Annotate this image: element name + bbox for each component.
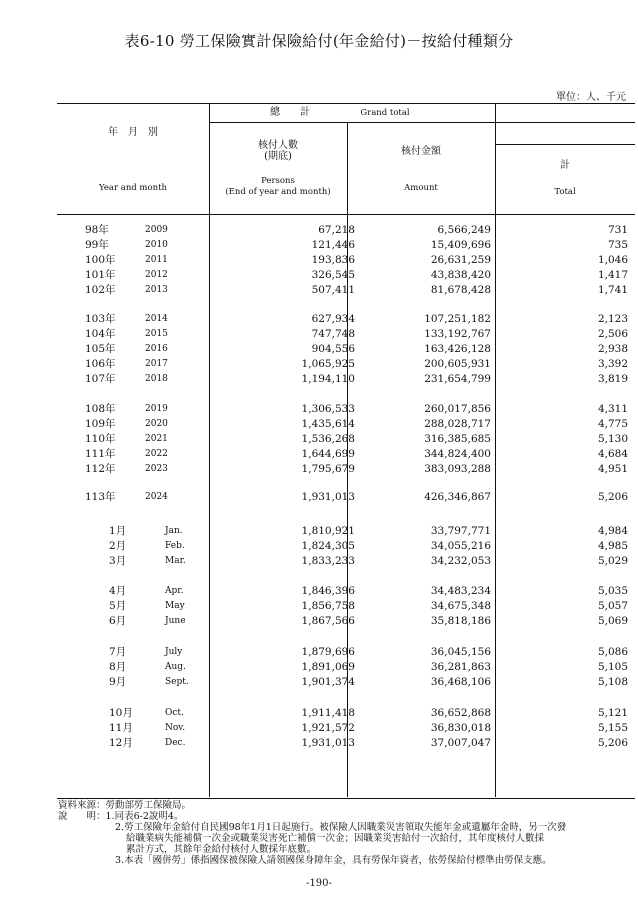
total-value: 5,121 (597, 707, 628, 719)
table-row-year (57, 222, 635, 238)
table-row-year (57, 371, 635, 387)
month-en: Mar. (165, 556, 186, 566)
unit-label: 單位：人、千元 (556, 92, 626, 103)
amount-value: 163,426,128 (424, 343, 491, 355)
amount-value: 37,007,047 (430, 737, 491, 749)
persons-value: 1,931,013 (301, 491, 355, 503)
year-ad: 2011 (145, 255, 168, 265)
year-roc: 108年 (85, 403, 116, 415)
total-value: 3,392 (597, 358, 628, 370)
total-value: 2,938 (597, 343, 628, 355)
amount-col-divider (347, 215, 348, 797)
total-header-en: Total (554, 187, 576, 197)
amount-value: 43,838,420 (430, 269, 491, 281)
year-ad: 2019 (145, 404, 168, 414)
amount-value: 26,631,259 (430, 254, 491, 266)
amount-value: 35,818,186 (430, 615, 491, 627)
table-row-year (57, 401, 635, 417)
month-en: May (165, 601, 185, 611)
total-value: 5,130 (597, 433, 628, 445)
year-ad: 2010 (145, 240, 168, 250)
month-en: Jan. (165, 526, 183, 536)
persons-header-en-sub: (End of year and month) (225, 187, 331, 197)
persons-value: 1,833,233 (301, 555, 355, 567)
table-row-month (57, 598, 635, 614)
table-row-month (57, 538, 635, 554)
year-ad: 2018 (145, 374, 168, 384)
total-value: 5,206 (597, 737, 628, 749)
amount-value: 316,385,685 (424, 433, 491, 445)
table-row-month (57, 613, 635, 629)
amount-value: 260,017,856 (424, 403, 491, 415)
total-value: 4,951 (597, 463, 628, 475)
total-header-zh: 計 (560, 160, 570, 171)
year-roc: 102年 (85, 284, 116, 296)
table-row-year (57, 489, 635, 505)
table-row-month (57, 644, 635, 660)
month-en: June (165, 616, 186, 626)
table-row-month (57, 553, 635, 569)
persons-value: 747,748 (311, 328, 355, 340)
page-number: -190- (306, 878, 332, 889)
note-1: 說 明：1.同表6-2說明4。 (58, 811, 184, 822)
month-en: Feb. (165, 541, 185, 551)
month-en: July (165, 647, 183, 657)
persons-header-zh: 核付人數 (258, 140, 298, 151)
year-roc: 99年 (85, 239, 109, 251)
total-value: 4,985 (597, 540, 628, 552)
amount-header-zh: 核付金額 (401, 146, 441, 157)
month-zh: 6月 (109, 615, 127, 627)
amount-value: 15,409,696 (430, 239, 491, 251)
year-roc: 107年 (85, 373, 116, 385)
table-header (57, 103, 635, 215)
persons-value: 1,194,110 (301, 373, 355, 385)
year-roc: 106年 (85, 358, 116, 370)
month-en: Apr. (165, 586, 184, 596)
amount-value: 36,652,868 (430, 707, 491, 719)
period-header-zh: 年 月 別 (108, 127, 158, 138)
table-row-month (57, 720, 635, 736)
year-ad: 2023 (145, 464, 168, 474)
amount-value: 231,654,799 (424, 373, 491, 385)
persons-header-en: Persons (261, 176, 295, 186)
table-row-year (57, 356, 635, 372)
month-zh: 12月 (109, 737, 133, 749)
total-value: 5,057 (597, 600, 628, 612)
amount-value: 6,566,249 (437, 224, 491, 236)
year-roc: 109年 (85, 418, 116, 430)
table-row-year (57, 341, 635, 357)
total-value: 5,108 (597, 676, 628, 688)
amount-value: 288,028,717 (424, 418, 491, 430)
table-row-month (57, 674, 635, 690)
amount-value: 200,605,931 (424, 358, 491, 370)
persons-value: 1,795,679 (301, 463, 355, 475)
total-value: 4,684 (597, 448, 628, 460)
total-col-divider (495, 215, 496, 797)
persons-value: 1,306,533 (301, 403, 355, 415)
total-value: 2,506 (597, 328, 628, 340)
total-value: 1,741 (597, 284, 628, 296)
persons-value: 1,644,699 (301, 448, 355, 460)
month-zh: 11月 (109, 722, 133, 734)
table-row-year (57, 311, 635, 327)
year-roc: 111年 (85, 448, 116, 460)
total-value: 1,417 (597, 269, 628, 281)
month-en: Dec. (165, 738, 186, 748)
year-roc: 113年 (85, 491, 116, 503)
amount-header-en: Amount (404, 183, 438, 193)
month-zh: 8月 (109, 661, 127, 673)
total-value: 2,123 (597, 313, 628, 325)
total-value: 4,311 (597, 403, 628, 415)
persons-value: 1,856,758 (301, 600, 355, 612)
persons-value: 1,846,396 (301, 585, 355, 597)
persons-value: 1,536,268 (301, 433, 355, 445)
note-source: 資料來源：勞動部勞工保險局。 (58, 800, 192, 811)
total-value: 4,984 (597, 525, 628, 537)
year-roc: 101年 (85, 269, 116, 281)
month-en: Aug. (165, 662, 186, 672)
table-row-month (57, 735, 635, 751)
month-en: Sept. (165, 677, 189, 687)
amount-value: 426,346,867 (424, 491, 491, 503)
month-zh: 9月 (109, 676, 127, 688)
amount-value: 34,483,234 (430, 585, 491, 597)
year-ad: 2021 (145, 434, 168, 444)
month-en: Oct. (165, 708, 184, 718)
total-value: 731 (607, 224, 628, 236)
note-2c: 累計方式，其餘年金給付核付人數採年底數。 (126, 844, 317, 855)
persons-value: 1,931,013 (301, 737, 355, 749)
year-ad: 2014 (145, 314, 168, 324)
table-row-month (57, 659, 635, 675)
persons-value: 1,891,069 (301, 661, 355, 673)
total-value: 5,035 (597, 585, 628, 597)
table-row-year (57, 282, 635, 298)
persons-value: 507,411 (311, 284, 355, 296)
note-2b: 給職業病失能補償一次金或職業災害死亡補償一次金；因職業災害給付一次給付，其年度核付人數採 (126, 833, 545, 844)
persons-value: 326,545 (311, 269, 355, 281)
persons-value: 67,218 (318, 224, 355, 236)
year-ad: 2017 (145, 359, 168, 369)
table-row-year (57, 431, 635, 447)
amount-value: 133,192,767 (424, 328, 491, 340)
table-row-year (57, 446, 635, 462)
table-row-month (57, 583, 635, 599)
amount-value: 36,045,156 (430, 646, 491, 658)
month-zh: 5月 (109, 600, 127, 612)
persons-value: 1,921,572 (301, 722, 355, 734)
month-en: Nov. (165, 723, 186, 733)
year-ad: 2024 (145, 492, 168, 502)
persons-value: 1,911,418 (301, 707, 355, 719)
month-zh: 2月 (109, 540, 127, 552)
table-row-year (57, 326, 635, 342)
year-roc: 100年 (85, 254, 116, 266)
year-roc: 110年 (85, 433, 116, 445)
month-zh: 3月 (109, 555, 127, 567)
amount-value: 34,232,053 (430, 555, 491, 567)
total-value: 5,105 (597, 661, 628, 673)
total-value: 5,155 (597, 722, 628, 734)
persons-col-divider (209, 215, 210, 797)
amount-value: 33,797,771 (430, 525, 491, 537)
year-ad: 2022 (145, 449, 168, 459)
amount-value: 34,675,348 (430, 600, 491, 612)
grand-total-header-en: Grand total (360, 108, 410, 118)
header-divider (347, 122, 348, 214)
total-value: 3,819 (597, 373, 628, 385)
persons-value: 904,556 (311, 343, 355, 355)
year-roc: 105年 (85, 343, 116, 355)
year-ad: 2009 (145, 225, 168, 235)
amount-value: 344,824,400 (424, 448, 491, 460)
total-value: 4,775 (597, 418, 628, 430)
persons-value: 193,836 (311, 254, 355, 266)
year-roc: 98年 (85, 224, 109, 236)
note-3: 3.本表「國併勞」係指國保被保險人請領國保身障年金，具有勞保年資者，依勞保給付標準由勞保支應。 (115, 855, 552, 866)
persons-value: 121,446 (311, 239, 355, 251)
month-zh: 10月 (109, 707, 133, 719)
year-roc: 112年 (85, 463, 116, 475)
year-ad: 2013 (145, 285, 168, 295)
data-table (57, 103, 635, 749)
table-row-month (57, 705, 635, 721)
grand-total-header-zh: 總 計 (270, 107, 310, 118)
header-divider (495, 122, 635, 123)
month-zh: 7月 (109, 646, 127, 658)
period-header-en: Year and month (99, 183, 167, 193)
year-ad: 2015 (145, 329, 168, 339)
table-row-year (57, 237, 635, 253)
total-value: 735 (607, 239, 628, 251)
amount-value: 383,093,288 (424, 463, 491, 475)
page-title: 表6-10 勞工保險實計保險給付(年金給付)－按給付種類分 (124, 32, 514, 50)
year-roc: 103年 (85, 313, 116, 325)
persons-value: 627,934 (311, 313, 355, 325)
table-row-year (57, 252, 635, 268)
persons-header-zh-sub: (期底) (264, 151, 292, 162)
table-row-year (57, 461, 635, 477)
year-roc: 104年 (85, 328, 116, 340)
total-value: 5,069 (597, 615, 628, 627)
persons-value: 1,824,305 (301, 540, 355, 552)
persons-value: 1,901,374 (301, 676, 355, 688)
month-zh: 1月 (109, 525, 127, 537)
month-zh: 4月 (109, 585, 127, 597)
persons-value: 1,065,925 (301, 358, 355, 370)
persons-value: 1,867,566 (301, 615, 355, 627)
table-row-month (57, 523, 635, 539)
total-value: 5,086 (597, 646, 628, 658)
year-ad: 2012 (145, 270, 168, 280)
amount-value: 107,251,182 (424, 313, 491, 325)
year-ad: 2020 (145, 419, 168, 429)
amount-value: 36,830,018 (430, 722, 491, 734)
total-value: 1,046 (597, 254, 628, 266)
header-divider (209, 122, 495, 123)
table-row-year (57, 416, 635, 432)
table-row-year (57, 267, 635, 283)
table-bottom-rule (57, 798, 635, 799)
note-2a: 2.勞工保險年金給付自民國98年1月1日起施行。被保險人因職業災害領取失能年金或遺屬年金時，另一次發 (115, 822, 567, 833)
persons-value: 1,435,614 (301, 418, 355, 430)
year-ad: 2016 (145, 344, 168, 354)
persons-value: 1,879,696 (301, 646, 355, 658)
amount-value: 81,678,428 (430, 284, 491, 296)
notes (58, 800, 636, 866)
total-value: 5,206 (597, 491, 628, 503)
amount-value: 36,281,863 (430, 661, 491, 673)
total-value: 5,029 (597, 555, 628, 567)
amount-value: 36,468,106 (430, 676, 491, 688)
header-divider (495, 144, 635, 145)
amount-value: 34,055,216 (430, 540, 491, 552)
persons-value: 1,810,921 (301, 525, 355, 537)
